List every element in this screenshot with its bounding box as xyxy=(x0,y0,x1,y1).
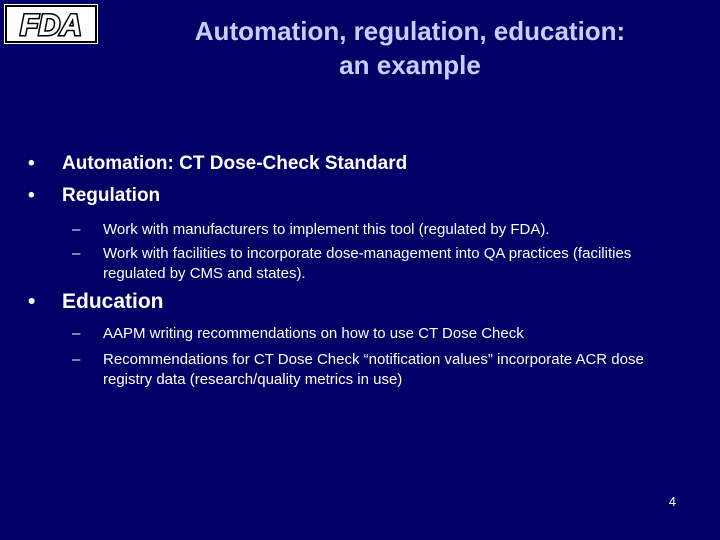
sub-text: AAPM writing recommendations on how to use CT Dose Check xyxy=(103,325,524,342)
sub-item-manufacturers xyxy=(72,220,692,240)
sub-item-facilities xyxy=(72,244,692,284)
sub-marker: – xyxy=(72,221,81,238)
sub-marker: – xyxy=(72,245,81,262)
bullet-marker: • xyxy=(28,153,35,174)
bullet-text: Regulation xyxy=(62,185,161,206)
page-number: 4 xyxy=(668,494,676,509)
bullet-text: Automation: CT Dose-Check Standard xyxy=(62,153,408,174)
sub-item-recommendations xyxy=(72,350,692,390)
bullet-marker: • xyxy=(28,185,35,206)
sub-marker: – xyxy=(72,351,81,368)
title-line-2: an example xyxy=(339,50,481,80)
sub-text: Recommendations for CT Dose Check “notification values” incorporate ACR dose registry data (research/quality metrics in use) xyxy=(103,351,644,388)
bullet-education xyxy=(28,290,164,314)
slide-title xyxy=(100,14,720,82)
fda-logo-icon xyxy=(4,4,98,44)
bullet-regulation xyxy=(28,184,160,208)
fda-logo xyxy=(4,4,98,44)
sub-marker: – xyxy=(72,325,81,342)
sub-text: Work with facilities to incorporate dose-management into QA practices (facilities regulated by CMS and states). xyxy=(103,245,632,282)
sub-text: Work with manufacturers to implement this tool (regulated by FDA). xyxy=(103,221,550,238)
sub-item-aapm xyxy=(72,324,692,344)
bullet-automation xyxy=(28,152,407,176)
title-line-1: Automation, regulation, education: xyxy=(194,16,626,46)
bullet-marker: • xyxy=(28,290,36,313)
bullet-text: Education xyxy=(62,290,164,313)
fda-logo-text: FDA xyxy=(20,9,82,42)
